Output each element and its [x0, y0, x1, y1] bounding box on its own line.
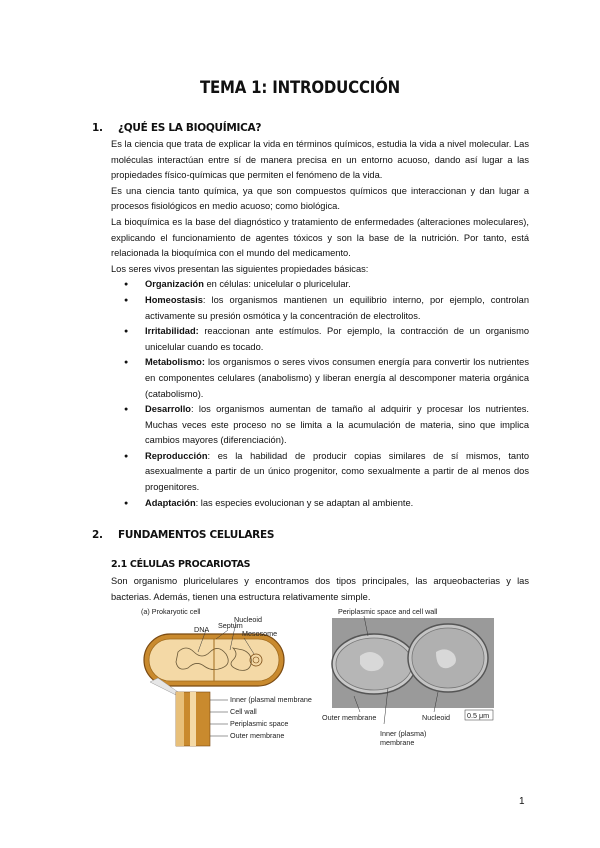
property-term: Metabolismo:	[145, 357, 205, 368]
paragraph: Es la ciencia que trata de explicar la vida en términos químicos, estudia la vida a nivel molecular. Las moléculas interactúan entre sí de manera precisa en un entorno acuoso, dando así lugar a las propiedades físico-químicas que permiten el fenómeno de la vida.	[111, 139, 529, 181]
micro-label-inner-membrane: Inner (plasma)	[380, 729, 427, 738]
property-text: reaccionan ante estímulos. Por ejemplo, la contracción de un organismo unicelular cuando es tocado.	[145, 326, 529, 352]
property-term: Reproducción	[145, 450, 208, 461]
list-item	[111, 402, 529, 449]
list-item	[111, 293, 529, 324]
paragraph: Es una ciencia tanto química, ya que son compuestos químicos que interaccionan y dan lugar a procesos fisiológicos en medio acuoso; como biológica.	[111, 185, 529, 212]
list-item	[111, 496, 529, 512]
micro-label-inner-membrane-2: membrane	[380, 738, 415, 747]
property-term: Desarrollo	[145, 404, 191, 415]
section-2-title: FUNDAMENTOS CELULARES	[118, 529, 275, 541]
figure-panel-label: (a) Prokaryotic cell	[141, 608, 201, 616]
micro-scale-bar: 0.5 μm	[467, 711, 490, 720]
page-title: TEMA 1: INTRODUCCIÓN	[199, 76, 401, 98]
micro-label-periplasmic: Periplasmic space and cell wall	[338, 608, 438, 616]
property-text: : los organismos mantienen un equilibrio interno, por ejemplo, controlan activamente su presión osmótica y la concentración de electrolitos.	[145, 294, 529, 321]
label-outer-membrane: Outer membrane	[230, 731, 285, 740]
label-nucleoid: Nucleoid	[234, 615, 262, 624]
property-term: Irritabilidad:	[145, 326, 199, 337]
list-item	[111, 355, 529, 402]
list-item	[111, 324, 529, 355]
section-2-number: 2.	[92, 529, 103, 541]
property-text: en células: unicelular o pluricelular.	[203, 279, 351, 290]
property-term: Adaptación	[145, 497, 196, 508]
property-text: : es la habilidad de producir copias similares de sí mismos, tanto asexualmente a partir de un único progenitor, como sexualmente a partir de al menos dos progenitores.	[145, 450, 529, 493]
paragraph: La bioquímica es la base del diagnóstico y tratamiento de enfermedades (alteraciones moleculares), explicando el funcionamiento de agentes tóxicos y son la base de la nutrición. Por tanto, está relacionada la bioquímica con el mundo del medicamento.	[111, 216, 529, 259]
electron-micrograph	[332, 618, 494, 708]
section-2-body	[111, 574, 529, 605]
page-number: 1	[519, 796, 525, 807]
section-1-title: ¿QUÉ ES LA BIOQUÍMICA?	[118, 122, 262, 134]
property-text: : los organismos aumentan de tamaño al adquirir y procesar los nutrientes. Muchas veces este proceso no se limita a la acumulación de materia, sino que implica cambios mayores (diferenciación).	[145, 404, 529, 446]
prokaryotic-cell-figure	[138, 608, 498, 750]
label-inner-membrane: Inner (plasmal membrane	[230, 695, 312, 704]
section-1-body	[111, 137, 529, 511]
label-septum: Septum	[218, 621, 243, 630]
paragraph: Los seres vivos presentan las siguientes propiedades básicas:	[111, 263, 369, 274]
label-mesosome: Mesosome	[242, 629, 278, 638]
paragraph: Son organismo pluricelulares y encontramos dos tipos principales, las arqueobacterias y las bacterias. Además, tienen una estructura relativamente simple.	[111, 576, 529, 602]
list-item	[111, 277, 529, 293]
label-dna: DNA	[194, 625, 210, 634]
section-1-number: 1.	[92, 122, 103, 134]
property-text: los organismos o seres vivos consumen energía para convertir los nutrientes en componentes celulares (anabolismo) y liberan energía al descomponer materia orgánica (catabolismo).	[145, 357, 529, 399]
label-periplasmic-space: Periplasmic space	[230, 719, 289, 728]
micro-label-outer-membrane: Outer membrane	[322, 713, 377, 722]
property-term: Organización	[145, 279, 204, 290]
properties-list	[111, 277, 529, 511]
subsection-heading: 2.1 CÉLULAS PROCARIOTAS	[111, 559, 251, 570]
section-2-heading	[92, 529, 274, 541]
list-item	[111, 449, 529, 496]
property-term: Homeostasis	[145, 294, 203, 305]
property-text: : las especies evolucionan y se adaptan al ambiente.	[195, 497, 414, 508]
label-cell-wall: Cell wall	[230, 707, 257, 716]
micro-label-nucleoid: Nucleoid	[422, 713, 450, 722]
section-1-heading	[92, 122, 261, 134]
